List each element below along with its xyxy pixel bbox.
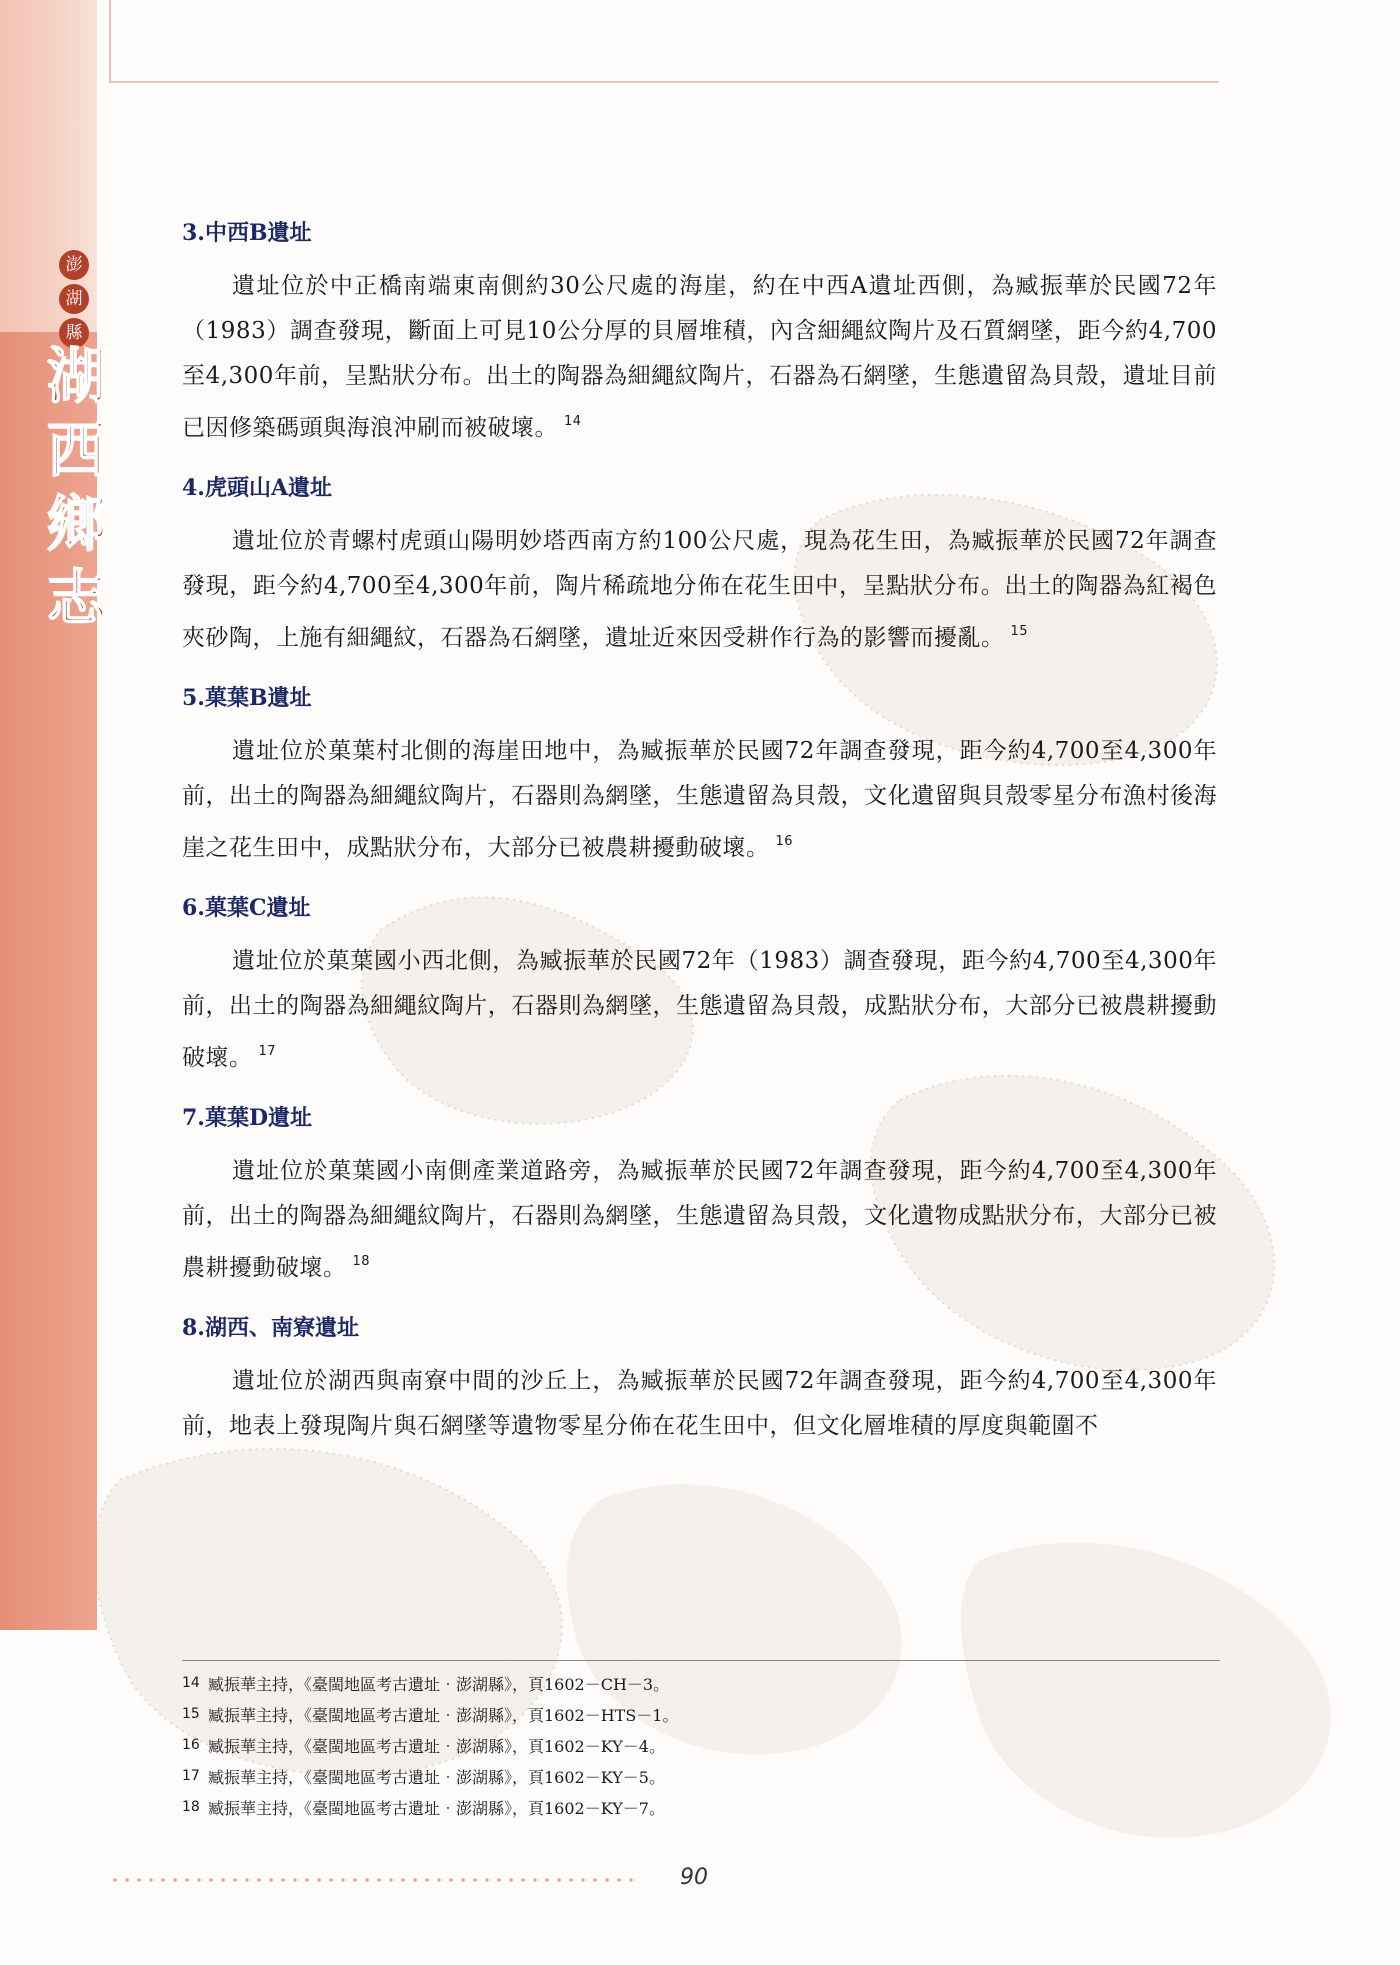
footnote — [182, 1761, 1220, 1792]
section-paragraph — [182, 729, 1217, 871]
footnote-number: 17 — [182, 1768, 200, 1784]
footnote-ref[interactable]: 18 — [352, 1254, 371, 1269]
header-vertical-rule — [109, 0, 111, 82]
book-title — [44, 340, 110, 636]
book-title-char: 鄉 — [47, 490, 107, 560]
footnote — [182, 1792, 1220, 1823]
paragraph-text: 遺址位於湖西與南寮中間的沙丘上，為臧振華於民國72年調查發現，距今約4,700至4,300年前，地表上發現陶片與石網墜等遺物零星分佈在花生田中，但文化層堆積的厚度與範圍不 — [182, 1368, 1217, 1439]
section — [182, 891, 1217, 1081]
paragraph-text: 遺址位於菓葉村北側的海崖田地中，為臧振華於民國72年調查發現，距今約4,700至4,300年前，出土的陶器為細繩紋陶片，石器則為網墜，生態遺留為貝殼，文化遺留與貝殼零星分布漁村後海崖之花生田中，成點狀分布，大部分已被農耕擾動破壞。 — [182, 738, 1217, 861]
book-title-char: 志 — [47, 564, 107, 634]
footnote-divider — [182, 1660, 1220, 1661]
section-paragraph — [182, 1149, 1217, 1291]
footnote-ref[interactable]: 14 — [564, 414, 582, 429]
county-char: 澎 — [59, 250, 89, 280]
footnote-text: 臧振華主持，《臺閩地區考古遺址‧澎湖縣》，頁1602－KY－7。 — [208, 1799, 665, 1818]
footnote-number: 18 — [182, 1799, 200, 1815]
county-label — [54, 250, 94, 348]
footnote-number: 16 — [182, 1737, 200, 1753]
page-number: 90 — [680, 1865, 708, 1890]
section-paragraph — [182, 264, 1217, 451]
footer-dotted-rule — [109, 1876, 639, 1884]
footnote-text: 臧振華主持，《臺閩地區考古遺址‧澎湖縣》，頁1602－HTS－1。 — [208, 1706, 679, 1725]
footnote-text: 臧振華主持，《臺閩地區考古遺址‧澎湖縣》，頁1602－CH－3。 — [208, 1675, 670, 1694]
footnote-number: 14 — [182, 1675, 200, 1691]
paragraph-text: 遺址位於青螺村虎頭山陽明妙塔西南方約100公尺處，現為花生田，為臧振華於民國72年調查發現，距今約4,700至4,300年前，陶片稀疏地分佈在花生田中，呈點狀分布。出土的陶器為紅褐色夾砂陶，上施有細繩紋，石器為石網墜，遺址近來因受耕作行為的影響而擾亂。 — [182, 528, 1217, 651]
footnote-number: 15 — [182, 1706, 200, 1722]
section-paragraph — [182, 939, 1217, 1081]
section-paragraph — [182, 519, 1217, 661]
county-char: 湖 — [59, 284, 89, 314]
section-heading: 5.菓葉B遺址 — [182, 685, 312, 711]
section — [182, 471, 1217, 661]
footnotes — [182, 1668, 1220, 1823]
section-heading: 8.湖西、南寮遺址 — [182, 1315, 359, 1341]
section-heading: 6.菓葉C遺址 — [182, 895, 311, 921]
county-char: 縣 — [59, 318, 89, 348]
footnote-ref[interactable]: 16 — [775, 834, 794, 849]
footnote-text: 臧振華主持，《臺閩地區考古遺址‧澎湖縣》，頁1602－KY－5。 — [208, 1768, 665, 1787]
book-title-char: 湖 — [47, 342, 107, 412]
section-heading: 4.虎頭山A遺址 — [182, 475, 333, 501]
paragraph-text: 遺址位於中正橋南端東南側約30公尺處的海崖，約在中西A遺址西側，為臧振華於民國72年（1983）調查發現，斷面上可見10公分厚的貝層堆積，內含細繩紋陶片及石質網墜，距今約4,700至4,300年前，呈點狀分布。出土的陶器為細繩紋陶片，石器為石網墜，生態遺留為貝殼，遺址目前已因修築碼頭與海浪沖刷而被破壞。 — [182, 273, 1217, 441]
main-content — [182, 216, 1217, 1469]
section — [182, 681, 1217, 871]
section-paragraph — [182, 1359, 1217, 1449]
section — [182, 1311, 1217, 1449]
book-title-char: 西 — [47, 416, 107, 486]
section-heading: 7.菓葉D遺址 — [182, 1105, 313, 1131]
footnote — [182, 1668, 1220, 1699]
paragraph-text: 遺址位於菓葉國小西北側，為臧振華於民國72年（1983）調查發現，距今約4,700至4,300年前，出土的陶器為細繩紋陶片，石器則為網墜，生態遺留為貝殼，成點狀分布，大部分已被農耕擾動破壞。 — [182, 948, 1217, 1071]
footnote-ref[interactable]: 15 — [1010, 624, 1029, 639]
section — [182, 1101, 1217, 1291]
header-rule — [109, 81, 1219, 83]
section-heading: 3.中西B遺址 — [182, 220, 312, 246]
paragraph-text: 遺址位於菓葉國小南側產業道路旁，為臧振華於民國72年調查發現，距今約4,700至4,300年前，出土的陶器為細繩紋陶片，石器則為網墜，生態遺留為貝殼，文化遺物成點狀分布，大部分已被農耕擾動破壞。 — [182, 1158, 1217, 1281]
section — [182, 216, 1217, 451]
footnote — [182, 1730, 1220, 1761]
footnote — [182, 1699, 1220, 1730]
footnote-text: 臧振華主持，《臺閩地區考古遺址‧澎湖縣》，頁1602－KY－4。 — [208, 1737, 665, 1756]
footnote-ref[interactable]: 17 — [258, 1044, 277, 1059]
